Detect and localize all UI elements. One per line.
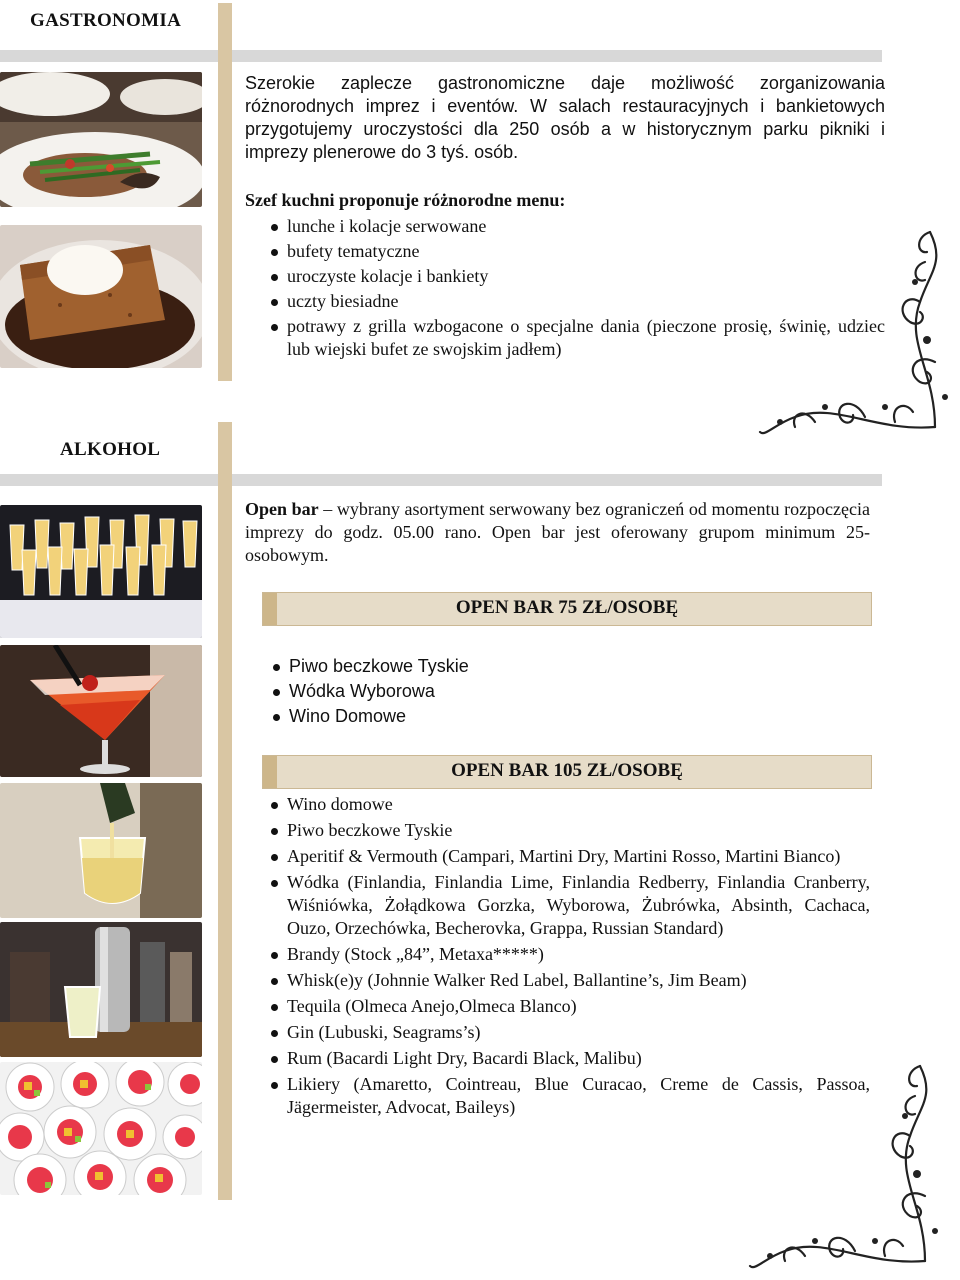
gastronomia-intro-text: Szerokie zaplecze gastronomiczne daje możliwość zorganizowania różnorodnych imprez i eventów. W salach restauracyjnych i bankietowych przygotujemy uroczystości dla 250 osób a w historycznym parku pikniki i imprezy plenerowe do 3 tyś. osób. [245,73,885,162]
menu-title: Szef kuchni proponuje różnorodne menu: [245,190,566,210]
open-bar-text: – wybrany asortyment serwowany bez ograniczeń od momentu rozpoczęcia imprezy do godz. 05.00 rano. Open bar jest oferowany grupom minimum 25-osobowym. [245,499,871,565]
drink-photo-cocktail [0,645,202,777]
section-heading-gastronomia: GASTRONOMIA [30,10,182,31]
drink-photo-wine [0,783,202,918]
list-item: Piwo beczkowe Tyskie [267,654,667,679]
food-photo-fruit-cups [0,1062,202,1195]
food-photo-dessert [0,225,202,368]
list-item: Wódka (Finlandia, Finlandia Lime, Finlandia Redberry, Finlandia Cranberry, Wiśniówka, Żołądkowa Gorzka, Wyborowa, Żubrówka, Absinth, Cachaca, Ouzo, Orzechówka, Becherovka, Grappa, Russian Standard) [245,871,870,940]
package-75-list [267,654,667,729]
package-title-105: OPEN BAR 105 ZŁ/OSOBĘ [451,760,683,781]
divider-bar [0,474,218,486]
list-item: Whisk(e)y (Johnnie Walker Red Label, Ballantine’s, Jim Beam) [245,969,870,992]
list-item: bufety tematyczne [245,240,885,263]
accent-bar-vertical [218,3,232,381]
decorative-flourish-ornament [755,222,955,442]
list-item: Wino domowe [245,793,870,816]
package-header-105 [262,755,872,789]
list-item: Likiery (Amaretto, Cointreau, Blue Curacao, Creme de Cassis, Passoa, Jägermeister, Advocat, Baileys) [245,1073,870,1119]
list-item: Wino Domowe [267,704,667,729]
open-bar-label: Open bar [245,499,319,519]
divider-bar [232,50,882,62]
package-header-75 [262,592,872,626]
list-item: uczty biesiadne [245,290,885,313]
list-item: Aperitif & Vermouth (Campari, Martini Dry, Martini Rosso, Martini Bianco) [245,845,870,868]
list-item: Tequila (Olmeca Anejo,Olmeca Blanco) [245,995,870,1018]
decorative-flourish-ornament [745,1056,945,1276]
drink-photo-shaker [0,922,202,1057]
package-title-75: OPEN BAR 75 ZŁ/OSOBĘ [455,597,679,618]
open-bar-description [245,498,870,567]
divider-bar [232,474,882,486]
list-item: Gin (Lubuski, Seagrams’s) [245,1021,870,1044]
list-item: Piwo beczkowe Tyskie [245,819,870,842]
accent-bar-vertical [218,422,232,1200]
drink-photo-champagne [0,505,202,638]
divider-bar [0,50,218,62]
list-item: lunche i kolacje serwowane [245,215,885,238]
list-item: Wódka Wyborowa [267,679,667,704]
list-item: potrawy z grilla wzbogacone o specjalne dania (pieczone prosię, świnię, udziec lub wiejski bufet ze swojskim jadłem) [245,315,885,361]
list-item: Brandy (Stock „84”, Metaxa*****) [245,943,870,966]
section-heading-alkohol: ALKOHOL [60,439,161,460]
list-item: Rum (Bacardi Light Dry, Bacardi Black, Malibu) [245,1047,870,1070]
list-item: uroczyste kolacje i bankiety [245,265,885,288]
food-photo-plates [0,72,202,207]
